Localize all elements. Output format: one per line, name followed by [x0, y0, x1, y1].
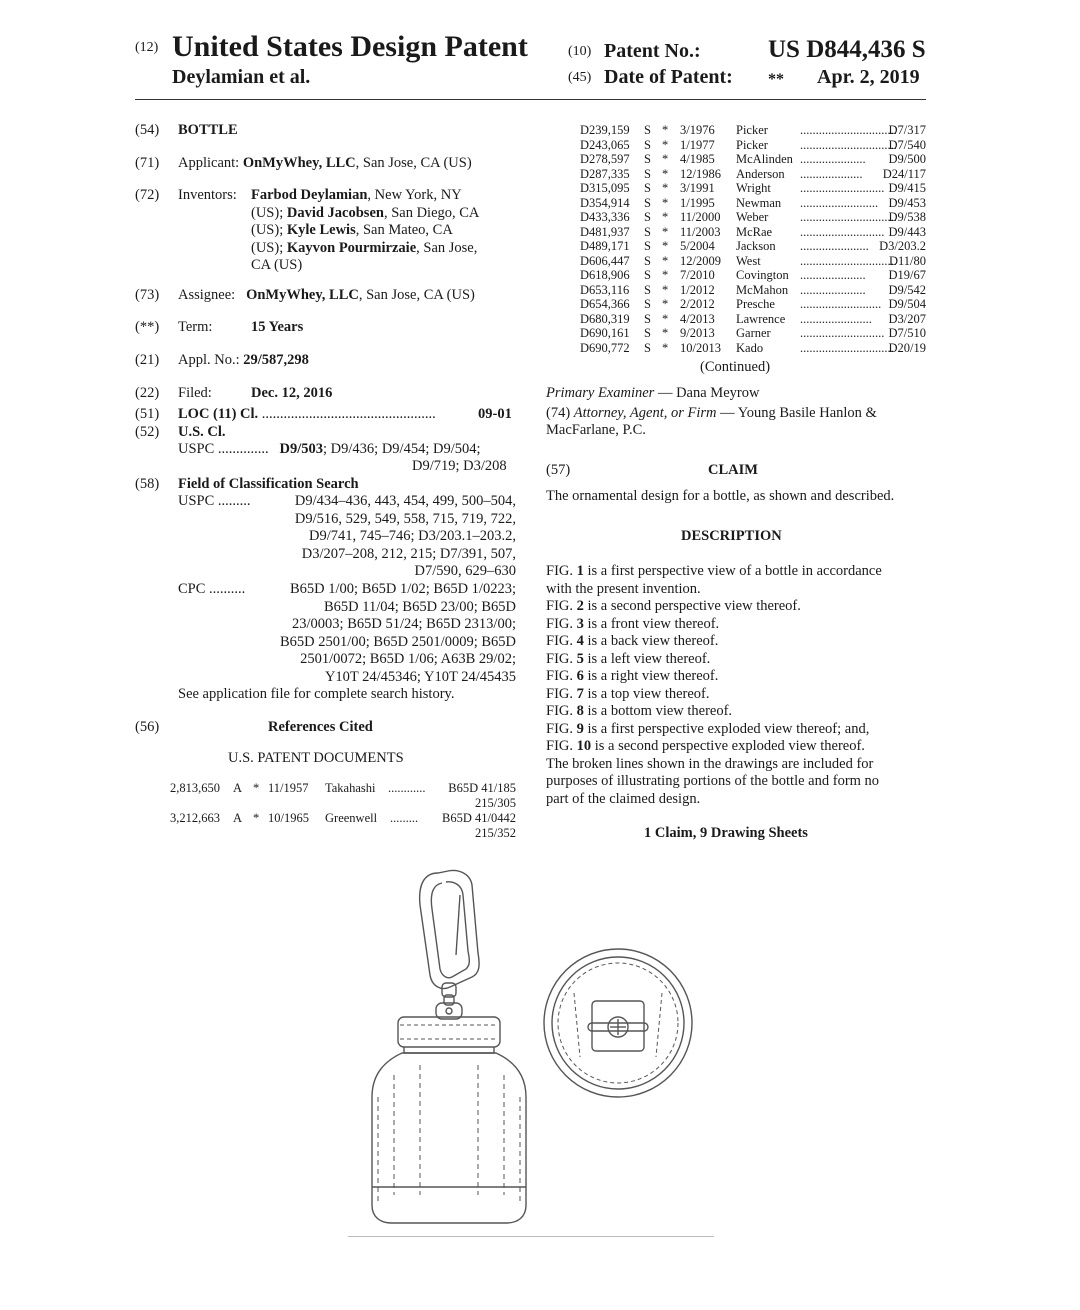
search-cpc-label	[178, 581, 245, 599]
search-cpc-dots: ..........	[209, 581, 246, 597]
claim-text: The ornamental design for a bottle, as shown and described.	[546, 488, 895, 504]
search-uspc-lines	[250, 493, 516, 581]
assignee-location: , San Jose, CA (US)	[358, 287, 475, 303]
ref-class: D9/538	[888, 210, 926, 224]
right-ref-row	[580, 268, 926, 283]
fig-text: is a first perspective view of a bottle in accordance	[583, 563, 882, 579]
ref-name: McMahon	[736, 282, 789, 297]
search-cpc-title: CPC	[178, 581, 206, 597]
ref-star: *	[662, 253, 669, 268]
ref-number: D239,159	[580, 123, 630, 137]
ref-class: D19/67	[888, 268, 926, 282]
ref-star: *	[662, 268, 669, 282]
ref-dots: ...........................	[800, 181, 885, 195]
ref-date: 3/1991	[680, 181, 715, 195]
ref-dots: ...............................	[800, 137, 897, 152]
uspc-label: USPC	[178, 441, 215, 457]
ref-dots: ..........................	[800, 297, 882, 311]
fig-prefix: FIG.	[546, 650, 577, 667]
ref-dots: ...............................	[800, 210, 897, 224]
right-ref-row	[580, 225, 926, 240]
ref-dots: ...............................	[800, 253, 897, 268]
ref-star: *	[253, 781, 260, 795]
us-cl-uspc	[178, 441, 481, 459]
search-cpc-line: 2501/0072; B65D 1/06; A63B 29/02;	[300, 651, 516, 667]
field-58-label: Field of Classification Search	[178, 476, 359, 492]
ref-star: *	[662, 210, 669, 224]
ref-name: McRae	[736, 224, 773, 239]
figure-description-line	[546, 686, 926, 704]
fig-number: 5	[576, 650, 584, 667]
uspc-dots: ..............	[217, 441, 269, 457]
ref-kind: S	[644, 340, 651, 355]
figure-description-line	[546, 581, 926, 599]
field-71-code: (71)	[135, 155, 160, 171]
us-cl-line2: D9/719; D3/208	[412, 458, 507, 474]
description-title: DESCRIPTION	[681, 528, 782, 544]
references-continued: (Continued)	[700, 359, 771, 375]
ref-number: D680,319	[580, 311, 630, 326]
search-cpc-lines	[240, 581, 516, 686]
figure-description-line	[546, 791, 926, 809]
ref-number: D278,597	[580, 152, 630, 166]
term-value: 15 Years	[251, 319, 304, 335]
ref-date: 1/1977	[680, 137, 715, 152]
right-ref-row	[580, 312, 926, 327]
ref-date: 11/2000	[680, 210, 721, 224]
field-54-title: BOTTLE	[178, 122, 238, 138]
ref-date: 11/2003	[680, 224, 721, 239]
ref-dots: .....................	[800, 152, 866, 166]
ref-name: Covington	[736, 268, 789, 282]
ref-star: *	[662, 239, 669, 253]
figure-description-line	[546, 773, 926, 791]
field-71	[178, 155, 472, 173]
ref-class: D7/317	[888, 123, 926, 137]
inventor-line: (US); Kyle Lewis, San Mateo, CA	[251, 222, 453, 238]
ref-name: McAlinden	[736, 152, 793, 166]
right-ref-row	[580, 181, 926, 196]
ref-star: *	[662, 224, 669, 239]
ref-date: 12/2009	[680, 253, 721, 268]
ref-class: D11/80	[888, 253, 926, 268]
fig-prefix: FIG.	[546, 720, 577, 737]
ref-class: B65D 41/185	[448, 781, 516, 795]
attorney-name-1: — Young Basile Hanlon &	[716, 405, 877, 421]
attorney-line	[546, 405, 877, 423]
fig-number: 3	[576, 615, 584, 632]
figure-description-line	[546, 598, 926, 616]
patent-date: Apr. 2, 2019	[817, 66, 920, 88]
search-uspc-label	[178, 493, 251, 511]
fig-text: is a left view thereof.	[583, 650, 711, 667]
ref-date: 10/1965	[268, 811, 309, 825]
field-72-code: (72)	[135, 187, 160, 203]
ref-number: 3,212,663	[170, 811, 220, 825]
fig-prefix: FIG.	[546, 738, 577, 754]
field-51	[178, 406, 436, 424]
ref-kind: S	[644, 253, 651, 268]
ref-kind: S	[644, 224, 651, 239]
ref-star: *	[662, 340, 669, 355]
ref-kind: A	[233, 811, 243, 825]
ref-number: D315,095	[580, 181, 630, 195]
ref-date: 11/1957	[268, 781, 309, 795]
figure-description-line	[546, 633, 926, 651]
ref-star: *	[662, 195, 669, 210]
ref-star: *	[253, 811, 260, 825]
header-rule	[135, 99, 926, 100]
ref-kind: S	[644, 210, 651, 224]
ref-kind: S	[644, 181, 651, 195]
search-uspc-line: D9/516, 529, 549, 558, 715, 719, 722,	[294, 510, 516, 527]
figure-description-line	[546, 616, 926, 634]
ref-dots: ...............................	[800, 123, 897, 137]
inventors-label: Inventors:	[178, 187, 237, 203]
fig-text: with the present invention.	[546, 580, 701, 597]
ref-date: 3/1976	[680, 123, 715, 137]
right-ref-row	[580, 283, 926, 298]
ref-date: 5/2004	[680, 239, 715, 253]
ref-number: D354,914	[580, 195, 630, 210]
ref-dots: ....................	[800, 166, 863, 181]
inventors-list	[251, 187, 479, 275]
claim-code: (57)	[546, 462, 571, 478]
fig-prefix: FIG.	[546, 598, 577, 614]
loc-value: 09-01	[478, 406, 512, 422]
fig-text: is a bottom view thereof.	[583, 703, 733, 719]
ref-name: Newman	[736, 195, 782, 210]
inventor-line: (US); David Jacobsen, San Diego, CA	[251, 204, 480, 221]
search-uspc-line: D7/590, 629–630	[414, 563, 516, 579]
ref-date: 12/1986	[680, 166, 721, 181]
ref-star: *	[662, 282, 669, 297]
figure-description-line	[546, 756, 926, 774]
attorney-name-2: MacFarlane, P.C.	[546, 422, 646, 438]
ref-number: D606,447	[580, 253, 630, 268]
ref-class: D24/117	[882, 166, 926, 181]
ref-kind: S	[644, 166, 651, 181]
ref-number: D243,065	[580, 137, 630, 152]
attorney-code: (74)	[546, 405, 571, 421]
field-56-code: (56)	[135, 719, 160, 735]
term-label: Term:	[178, 319, 213, 335]
ref-star: *	[662, 123, 669, 137]
ref-date: 4/1985	[680, 152, 715, 166]
ref-star: *	[662, 137, 669, 152]
fig-prefix: FIG.	[546, 563, 577, 579]
field-22-code: (22)	[135, 385, 160, 401]
right-ref-row	[580, 326, 926, 341]
fig-text: is a back view thereof.	[583, 633, 719, 649]
ref-dots: .........	[390, 811, 419, 825]
ref-class-2: 215/352	[475, 826, 516, 840]
filed-value: Dec. 12, 2016	[251, 385, 333, 401]
fig-prefix: FIG.	[546, 615, 577, 632]
ref-class: D9/443	[888, 224, 926, 239]
right-ref-row	[580, 138, 926, 153]
date-marker: **	[768, 71, 784, 88]
examiner-name: — Dana Meyrow	[654, 385, 760, 401]
ref-number: D690,161	[580, 326, 630, 340]
fig-prefix: FIG.	[546, 668, 577, 684]
fig-text: is a top view thereof.	[583, 685, 710, 702]
figure-description-line	[546, 651, 926, 669]
ref-kind: S	[644, 239, 651, 253]
ref-star: *	[662, 181, 669, 195]
ref-name: Weber	[736, 210, 769, 224]
field-51-code: (51)	[135, 406, 160, 422]
fig-number: 4	[576, 633, 584, 649]
ref-kind: A	[233, 781, 243, 795]
appl-no-label: Appl. No.:	[178, 352, 240, 368]
term-code: (**)	[135, 319, 160, 335]
search-cpc-line: B65D 2501/00; B65D 2501/0009; B65D	[279, 633, 516, 650]
bottle-top-view-illustration	[540, 945, 696, 1101]
ref-dots: ............	[388, 781, 426, 795]
uspc-rest: ; D9/436; D9/454; D9/504;	[323, 441, 481, 457]
ref-dots: .........................	[800, 195, 879, 210]
field-52-code: (52)	[135, 424, 160, 440]
ref-name: Jackson	[736, 239, 776, 253]
figure-descriptions	[546, 563, 926, 808]
search-cpc-line: B65D 11/04; B65D 23/00; B65D	[323, 598, 516, 615]
fig-prefix: FIG.	[546, 703, 577, 719]
ref-date: 4/2013	[680, 311, 715, 326]
ref-star: *	[662, 152, 669, 166]
filed-label: Filed:	[178, 385, 212, 401]
patent-kind-code: (12)	[135, 40, 159, 55]
fig-text: is a right view thereof.	[583, 668, 719, 684]
ref-dots: ...........................	[800, 224, 885, 239]
patent-no-label: Patent No.:	[604, 40, 701, 62]
fig-prefix: FIG.	[546, 633, 577, 649]
ref-number: D653,116	[580, 282, 630, 297]
right-ref-row	[580, 152, 926, 167]
ref-number: D618,906	[580, 268, 630, 282]
figure-description-line	[546, 668, 926, 686]
ref-class: D7/540	[888, 137, 926, 152]
ref-class: D3/203.2	[879, 239, 926, 253]
ref-name: Wright	[736, 181, 771, 195]
fig-number: 10	[576, 738, 592, 754]
loc-dots: ................................................	[261, 406, 436, 422]
ref-number: D690,772	[580, 340, 630, 355]
inventor-short: Deylamian et al.	[172, 66, 311, 88]
field-21-code: (21)	[135, 352, 160, 368]
fig-text: is a second perspective exploded view thereof.	[591, 738, 865, 754]
fig-number: 9	[576, 720, 584, 737]
field-21	[178, 352, 309, 370]
search-cpc-line: Y10T 24/45346; Y10T 24/45435	[324, 668, 516, 685]
right-ref-row	[580, 167, 926, 182]
applicant-label: Applicant:	[178, 155, 240, 171]
fig-prefix: FIG.	[546, 685, 577, 702]
search-uspc-title: USPC	[178, 493, 215, 509]
fig-text: is a first perspective exploded view thereof; and,	[583, 720, 870, 737]
ref-date: 9/2013	[680, 326, 715, 340]
ref-dots: ..............................	[800, 340, 894, 355]
right-ref-row	[580, 239, 926, 254]
ref-name: Garner	[736, 326, 771, 340]
ref-kind: S	[644, 152, 651, 166]
figure-description-line	[546, 738, 926, 756]
fig-text: purposes of illustrating portions of the bottle and form no	[546, 773, 880, 789]
date-code: (45)	[568, 70, 592, 85]
field-73	[178, 287, 475, 305]
bottom-rule	[348, 1236, 714, 1237]
search-history-note: See application file for complete search history.	[178, 686, 455, 702]
fig-text: is a second perspective view thereof.	[583, 598, 801, 614]
right-ref-row	[580, 254, 926, 269]
bottle-front-view-illustration	[360, 865, 540, 1230]
figure-description-line	[546, 563, 926, 581]
search-cpc-line: B65D 1/00; B65D 1/02; B65D 1/0223;	[290, 581, 516, 597]
search-uspc-line: D9/434–436, 443, 454, 499, 500–504,	[294, 493, 516, 509]
ref-name: Picker	[736, 137, 768, 152]
ref-name: Presche	[736, 297, 775, 311]
references-title: References Cited	[268, 719, 373, 735]
ref-name: Kado	[736, 340, 764, 355]
ref-number: 2,813,650	[170, 781, 220, 795]
ref-class: D9/415	[888, 181, 926, 195]
ref-dots: ...........................	[800, 326, 885, 340]
search-uspc-line: D9/741, 745–746; D3/203.1–203.2,	[308, 528, 516, 544]
fig-number: 8	[576, 703, 584, 719]
date-label: Date of Patent:	[604, 66, 733, 88]
ref-class: D9/453	[888, 195, 926, 210]
right-ref-row	[580, 196, 926, 211]
us-cl-label: U.S. Cl.	[178, 424, 226, 440]
ref-number: D287,335	[580, 166, 630, 181]
field-54-code: (54)	[135, 122, 160, 138]
appl-no-value: 29/587,298	[243, 352, 309, 368]
ref-name: West	[736, 253, 761, 268]
ref-star: *	[662, 311, 669, 326]
patent-no-code: (10)	[568, 44, 592, 59]
ref-name: Lawrence	[736, 311, 786, 326]
ref-kind: S	[644, 137, 651, 152]
inventor-line: CA (US)	[251, 257, 303, 273]
ref-number: D433,336	[580, 210, 630, 224]
examiner-label: Primary Examiner	[546, 385, 655, 401]
figure-description-line	[546, 703, 926, 721]
ref-date: 1/1995	[680, 195, 715, 210]
claims-summary: 1 Claim, 9 Drawing Sheets	[644, 825, 808, 841]
uspc-primary: D9/503	[279, 441, 324, 457]
ref-class-2: 215/305	[475, 796, 516, 810]
fig-number: 2	[576, 598, 584, 614]
ref-date: 2/2012	[680, 297, 715, 311]
us-patent-docs-title: U.S. PATENT DOCUMENTS	[228, 750, 404, 766]
ref-number: D481,937	[580, 224, 630, 239]
ref-name: Greenwell	[325, 811, 378, 825]
right-references-table	[580, 123, 926, 355]
fig-text: The broken lines shown in the drawings are included for	[546, 755, 874, 772]
fig-text: part of the claimed design.	[546, 790, 701, 807]
ref-star: *	[662, 166, 669, 181]
search-uspc-dots: .........	[217, 493, 251, 509]
ref-class: D20/19	[888, 340, 926, 355]
ref-kind: S	[644, 268, 651, 282]
inventor-line: (US); Kayvon Pourmirzaie, San Jose,	[251, 239, 478, 256]
ref-star: *	[662, 297, 669, 311]
ref-date: 1/2012	[680, 282, 715, 297]
ref-kind: S	[644, 195, 651, 210]
ref-name: Anderson	[736, 166, 785, 181]
ref-kind: S	[644, 123, 651, 137]
ref-class: B65D 41/0442	[442, 811, 516, 825]
ref-class: D9/500	[888, 152, 926, 166]
ref-class: D7/510	[888, 326, 926, 340]
ref-number: D489,171	[580, 239, 630, 253]
right-ref-row	[580, 341, 926, 356]
ref-kind: S	[644, 297, 651, 311]
field-73-code: (73)	[135, 287, 160, 303]
inventor-line: Farbod Deylamian, New York, NY	[251, 187, 462, 203]
right-ref-row	[580, 297, 926, 312]
ref-name: Takahashi	[325, 781, 376, 795]
loc-label: LOC (11) Cl.	[178, 406, 259, 422]
ref-dots: .....................	[800, 282, 866, 297]
ref-class: D3/207	[888, 311, 926, 326]
ref-number: D654,366	[580, 297, 630, 311]
applicant-name: OnMyWhey, LLC	[242, 155, 356, 171]
ref-date: 7/2010	[680, 268, 715, 282]
assignee-name: OnMyWhey, LLC	[246, 287, 359, 303]
figure-description-line	[546, 721, 926, 739]
ref-kind: S	[644, 326, 651, 340]
ref-date: 10/2013	[680, 340, 721, 355]
search-uspc-line: D3/207–208, 212, 215; D7/391, 507,	[301, 545, 516, 562]
ref-class: D9/542	[888, 282, 926, 297]
fig-text: is a front view thereof.	[583, 615, 720, 632]
ref-dots: .......................	[800, 311, 872, 326]
applicant-location: , San Jose, CA (US)	[355, 155, 472, 171]
assignee-label: Assignee:	[178, 287, 236, 303]
fig-number: 7	[576, 685, 584, 702]
field-58-code: (58)	[135, 476, 160, 492]
fig-number: 6	[576, 668, 584, 684]
right-ref-row	[580, 210, 926, 225]
ref-name: Picker	[736, 123, 768, 137]
primary-examiner	[546, 385, 759, 403]
search-cpc-line: 23/0003; B65D 51/24; B65D 2313/00;	[292, 616, 516, 632]
ref-dots: ......................	[800, 239, 869, 253]
ref-kind: S	[644, 282, 651, 297]
ref-dots: .....................	[800, 268, 866, 282]
attorney-label: Attorney, Agent, or Firm	[573, 405, 717, 421]
right-ref-row	[580, 123, 926, 138]
ref-class: D9/504	[888, 297, 926, 311]
patent-title: United States Design Patent	[172, 30, 528, 63]
fig-number: 1	[576, 563, 584, 579]
ref-kind: S	[644, 311, 651, 326]
claim-title: CLAIM	[708, 462, 758, 478]
ref-star: *	[662, 326, 669, 340]
patent-number: US D844,436 S	[768, 36, 926, 63]
